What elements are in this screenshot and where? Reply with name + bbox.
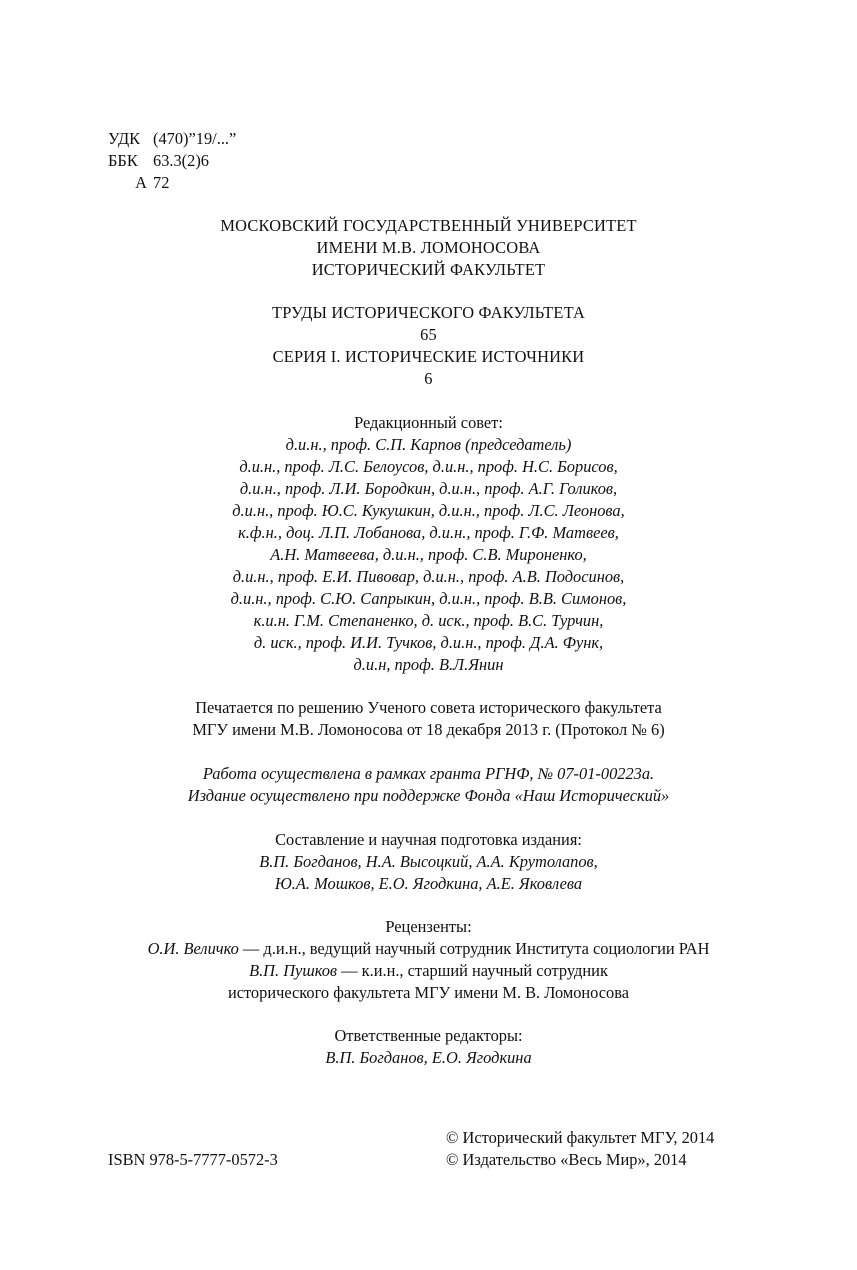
- compilation-names: Ю.А. Мошков, Е.О. Ягодкина, А.Е. Яковлева: [274, 874, 583, 893]
- compilation-block: [0, 829, 857, 895]
- reviewers-title: Рецензенты:: [385, 917, 472, 936]
- isbn: ISBN 978-5-7777-0572-3: [108, 1150, 278, 1169]
- compilation-title: Составление и научная подготовка издания:: [275, 830, 582, 849]
- board-member-line: к.и.н. Г.М. Степаненко, д. иск., проф. В.С. Турчин,: [253, 611, 604, 630]
- reviewer-2-desc: — к.и.н., старший научный сотрудник: [337, 961, 608, 980]
- board-member-line: д.и.н., проф. Л.И. Бородкин, д.и.н., проф. А.Г. Голиков,: [239, 479, 618, 498]
- udk-row: [108, 128, 236, 150]
- copyright-block: [446, 1127, 714, 1171]
- board-member-line: д.и.н., проф. С.Ю. Сапрыкин, д.и.н., проф. В.В. Симонов,: [230, 589, 627, 608]
- board-title: Редакционный совет:: [354, 413, 503, 432]
- editors-names: В.П. Богданов, Е.О. Ягодкина: [325, 1048, 532, 1067]
- editors-block: [0, 1025, 857, 1069]
- board-member-line: д.и.н., проф. Е.И. Пивовар, д.и.н., проф. А.В. Подосинов,: [232, 567, 625, 586]
- editorial-board: [0, 412, 857, 676]
- grant-line: Работа осуществлена в рамках гранта РГНФ, № 07-01-00223а.: [202, 764, 655, 783]
- board-member-line: д.и.н., проф. С.П. Карпов (председатель): [285, 435, 572, 454]
- reviewers-block: [0, 916, 857, 1004]
- bbk-label: ББК: [108, 151, 138, 170]
- institution-line: МОСКОВСКИЙ ГОСУДАРСТВЕННЫЙ УНИВЕРСИТЕТ: [220, 216, 637, 235]
- institution-line: ИСТОРИЧЕСКИЙ ФАКУЛЬТЕТ: [311, 260, 546, 279]
- reviewer-2-affiliation: исторического факультета МГУ имени М. В. Ломоносова: [227, 983, 630, 1002]
- series-number: 6: [424, 369, 433, 388]
- author-mark-value: 72: [153, 173, 170, 192]
- reviewer-1-name: О.И. Величко: [147, 939, 239, 958]
- author-mark-row: [108, 172, 236, 194]
- institution-line: ИМЕНИ М.В. ЛОМОНОСОВА: [316, 238, 541, 257]
- bbk-row: [108, 150, 236, 172]
- board-member-line: д. иск., проф. И.И. Тучков, д.и.н., проф. Д.А. Функ,: [253, 633, 604, 652]
- editors-title: Ответственные редакторы:: [334, 1026, 523, 1045]
- grant-info: [0, 763, 857, 807]
- udk-value: (470)”19/...”: [153, 129, 237, 148]
- decision-line: Печатается по решению Ученого совета исторического факультета: [195, 698, 662, 717]
- copyright-line: © Издательство «Весь Мир», 2014: [446, 1150, 687, 1169]
- bbk-value: 63.3(2)6: [153, 151, 209, 170]
- series-subtitle: СЕРИЯ I. ИСТОРИЧЕСКИЕ ИСТОЧНИКИ: [272, 347, 585, 366]
- series-volume: 65: [420, 325, 437, 344]
- publication-decision: [0, 697, 857, 741]
- board-member-line: А.Н. Матвеева, д.и.н., проф. С.В. Мироненко,: [270, 545, 587, 564]
- grant-line: Издание осуществлено при поддержке Фонда «Наш Исторический»: [187, 786, 670, 805]
- reviewer-1: [0, 938, 857, 960]
- compilation-names: В.П. Богданов, Н.А. Высоцкий, А.А. Крутолапов,: [259, 852, 598, 871]
- udk-label: УДК: [108, 129, 141, 148]
- series-block: [0, 302, 857, 390]
- decision-line: МГУ имени М.В. Ломоносова от 18 декабря 2013 г. (Протокол № 6): [192, 720, 665, 739]
- copyright-line: © Исторический факультет МГУ, 2014: [446, 1128, 715, 1147]
- board-member-line: д.и.н., проф. Ю.С. Кукушкин, д.и.н., проф. Л.С. Леонова,: [232, 501, 625, 520]
- reviewer-2: [0, 960, 857, 982]
- reviewer-2-name: В.П. Пушков: [249, 961, 338, 980]
- institution-block: [0, 215, 857, 281]
- author-mark-label: А: [135, 173, 147, 192]
- board-member-line: д.и.н, проф. В.Л.Янин: [353, 655, 504, 674]
- reviewer-1-desc: — д.и.н., ведущий научный сотрудник Института социологии РАН: [238, 939, 710, 958]
- board-member-line: д.и.н., проф. Л.С. Белоусов, д.и.н., проф. Н.С. Борисов,: [239, 457, 618, 476]
- series-title: ТРУДЫ ИСТОРИЧЕСКОГО ФАКУЛЬТЕТА: [271, 303, 585, 322]
- classification-block: [108, 128, 236, 194]
- board-member-line: к.ф.н., доц. Л.П. Лобанова, д.и.н., проф. Г.Ф. Матвеев,: [238, 523, 619, 542]
